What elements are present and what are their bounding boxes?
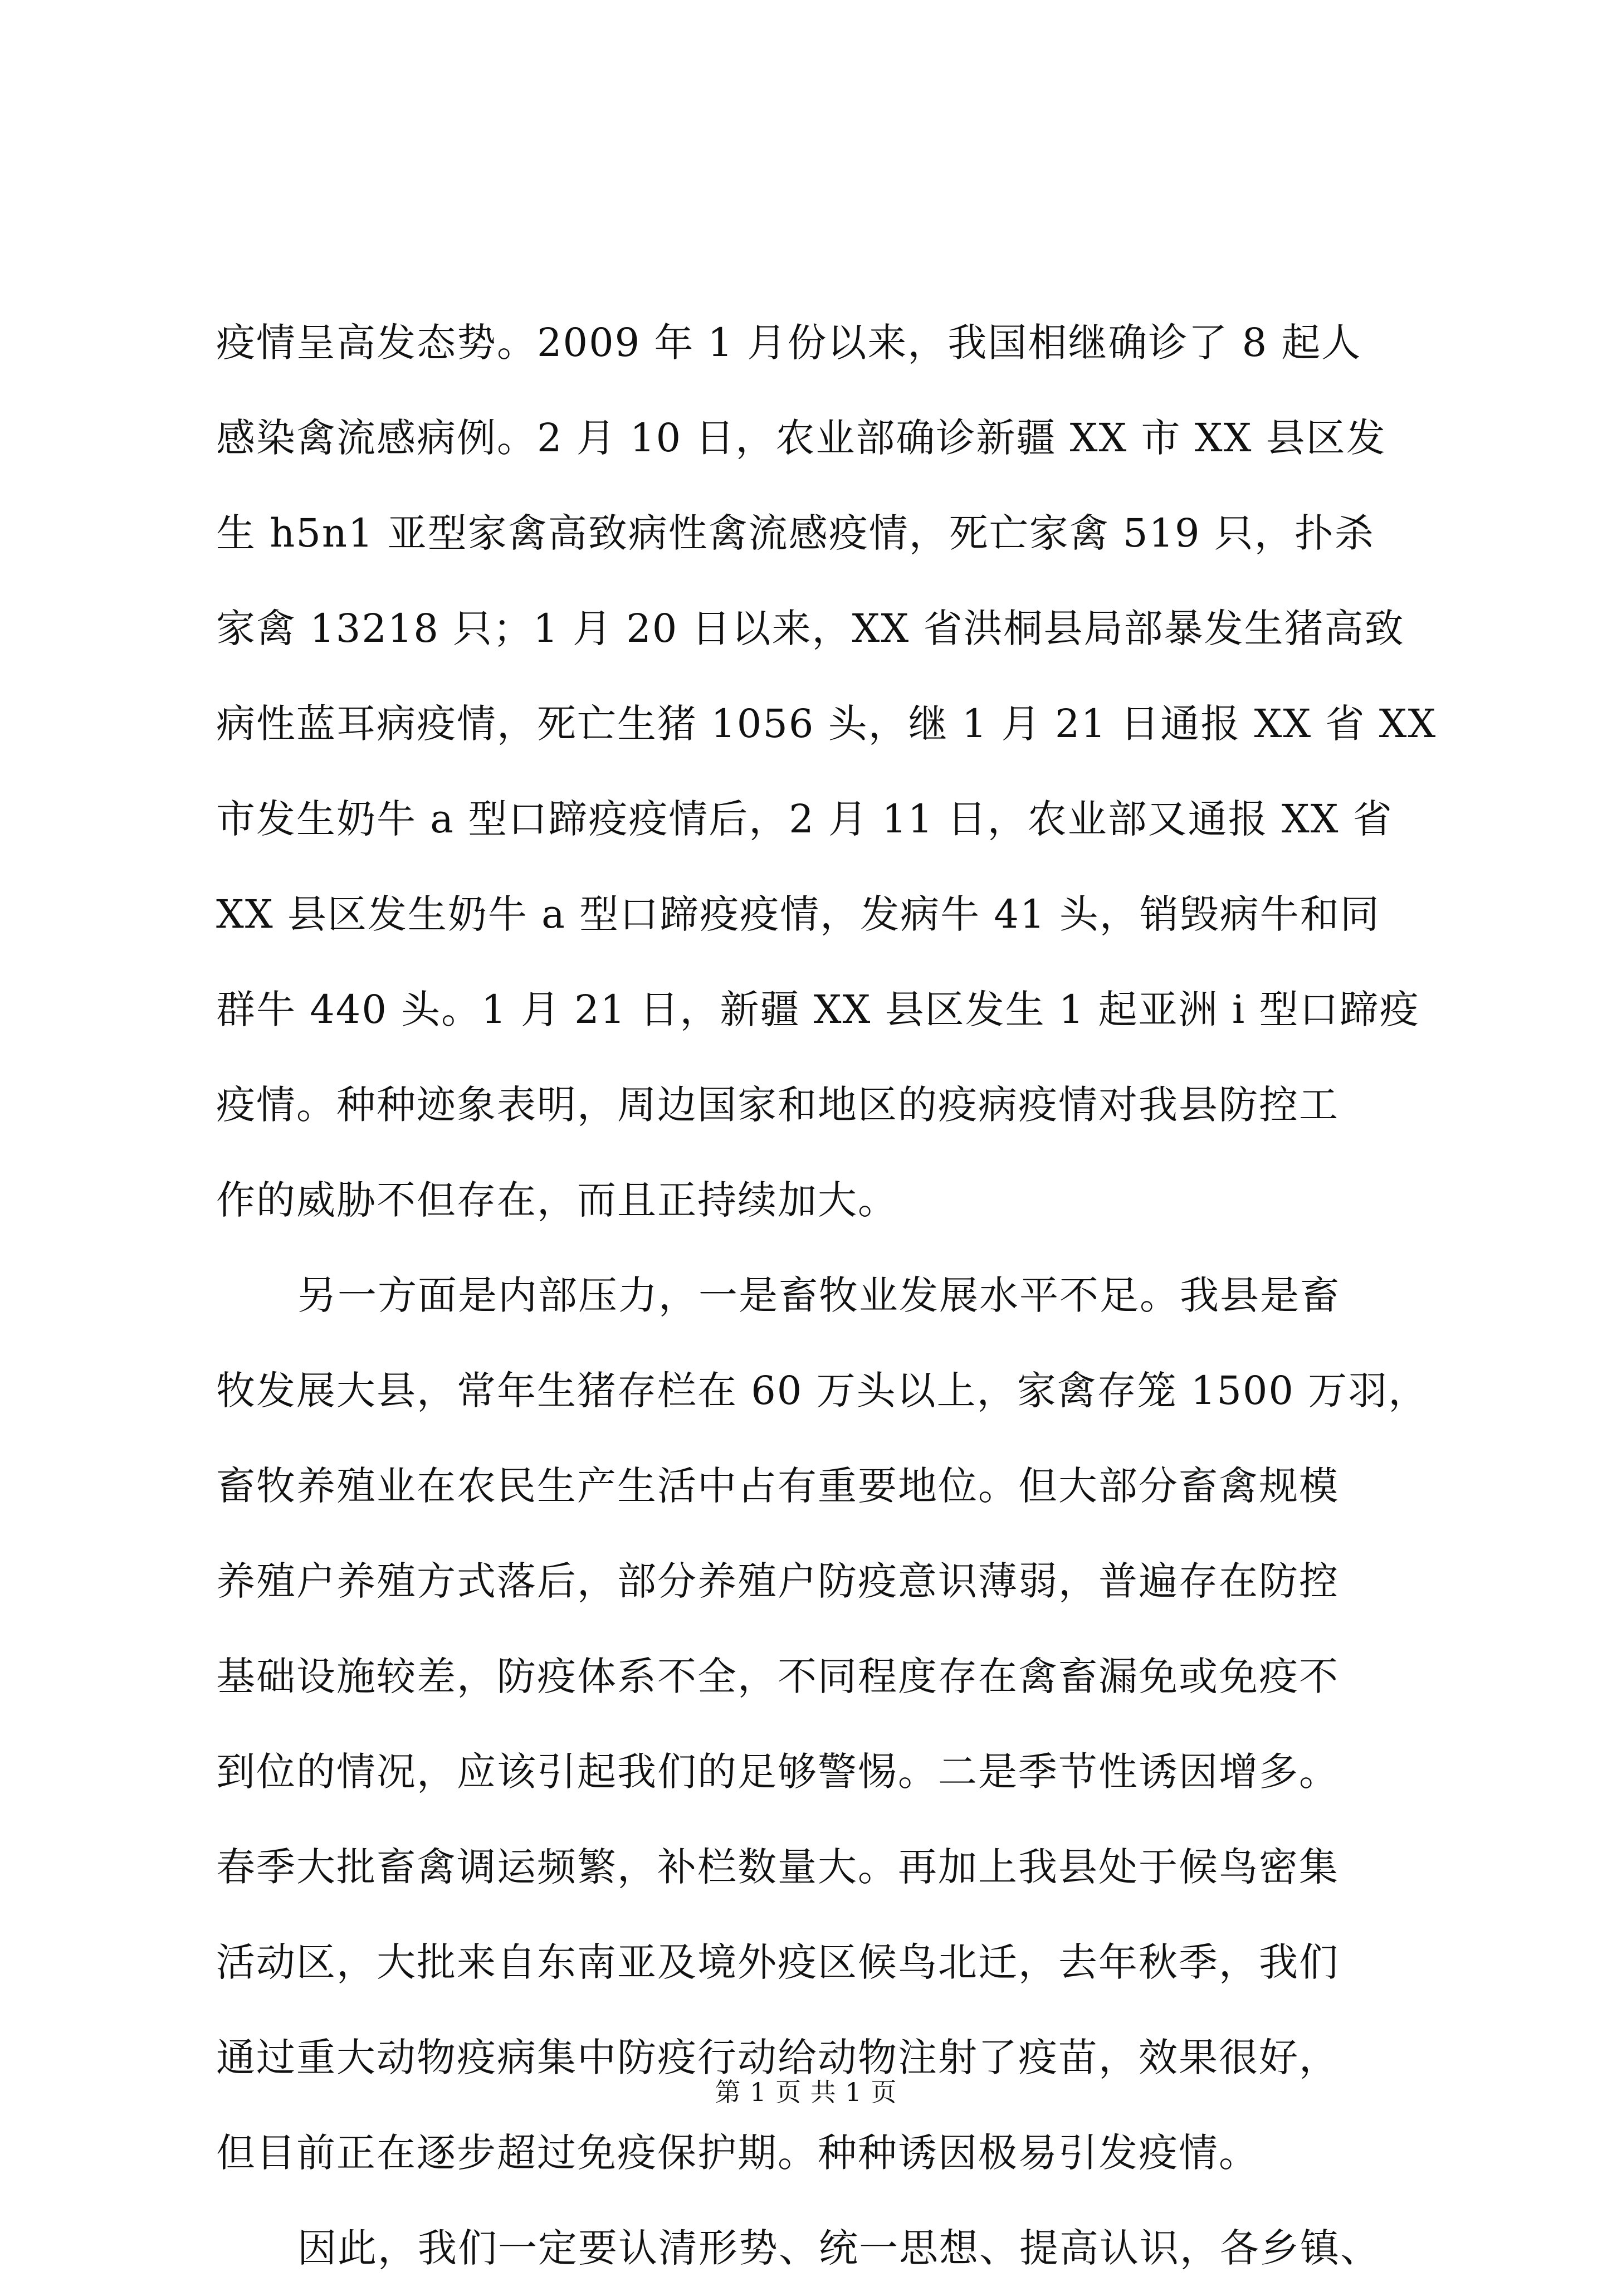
text-line: 畜牧养殖业在农民生产生活中占有重要地位。但大部分畜禽规模 bbox=[216, 1463, 1339, 1509]
text-line: 疫情呈高发态势。2009 年 1 月份以来，我国相继确诊了 8 起人 bbox=[216, 320, 1362, 365]
text-line: 市发生奶牛 a 型口蹄疫疫情后，2 月 11 日，农业部又通报 XX 省 bbox=[216, 796, 1393, 842]
text-line: 家禽 13218 只；1 月 20 日以来，XX 省洪桐县局部暴发生猪高致 bbox=[216, 606, 1405, 651]
text-line: 另一方面是内部压力，一是畜牧业发展水平不足。我县是畜 bbox=[297, 1273, 1340, 1318]
text-line: 但目前正在逐步超过免疫保护期。种种诱因极易引发疫情。 bbox=[216, 2130, 1259, 2176]
text-line: 活动区，大批来自东南亚及境外疫区候鸟北迁，去年秋季，我们 bbox=[216, 1939, 1339, 1985]
document-body bbox=[216, 295, 1437, 2296]
page-footer bbox=[0, 2075, 1612, 2109]
text-line: 养殖户养殖方式落后，部分养殖户防疫意识薄弱，普遍存在防控 bbox=[216, 1558, 1339, 1604]
text-line: 通过重大动物疫病集中防疫行动给动物注射了疫苗，效果很好， bbox=[216, 2035, 1339, 2080]
text-line: 作的威胁不但存在，而且正持续加大。 bbox=[216, 1177, 898, 1223]
page-number-label: 第 1 页 共 1 页 bbox=[715, 2077, 897, 2107]
text-line: 因此，我们一定要认清形势、统一思想、提高认识，各乡镇、 bbox=[297, 2225, 1380, 2271]
text-line: 群牛 440 头。1 月 21 日，新疆 XX 县区发生 1 起亚洲 i 型口蹄疫 bbox=[216, 987, 1420, 1032]
text-line: 感染禽流感病例。2 月 10 日，农业部确诊新疆 XX 市 XX 县区发 bbox=[216, 415, 1386, 461]
text-line: 基础设施较差，防疫体系不全，不同程度存在禽畜漏免或免疫不 bbox=[216, 1654, 1339, 1699]
text-line: XX 县区发生奶牛 a 型口蹄疫疫情，发病牛 41 头，销毁病牛和同 bbox=[216, 891, 1380, 937]
text-line: 生 h5n1 亚型家禽高致病性禽流感疫情，死亡家禽 519 只，扑杀 bbox=[216, 510, 1375, 556]
text-line: 病性蓝耳病疫情，死亡生猪 1056 头，继 1 月 21 日通报 XX 省 XX bbox=[216, 701, 1437, 747]
text-line: 疫情。种种迹象表明，周边国家和地区的疫病疫情对我县防控工 bbox=[216, 1082, 1339, 1128]
text-line: 牧发展大县，常年生猪存栏在 60 万头以上，家禽存笼 1500 万羽， bbox=[216, 1368, 1429, 1413]
text-line: 春季大批畜禽调运频繁，补栏数量大。再加上我县处于候鸟密集 bbox=[216, 1844, 1339, 1890]
text-line: 到位的情况，应该引起我们的足够警惕。二是季节性诱因增多。 bbox=[216, 1749, 1339, 1795]
